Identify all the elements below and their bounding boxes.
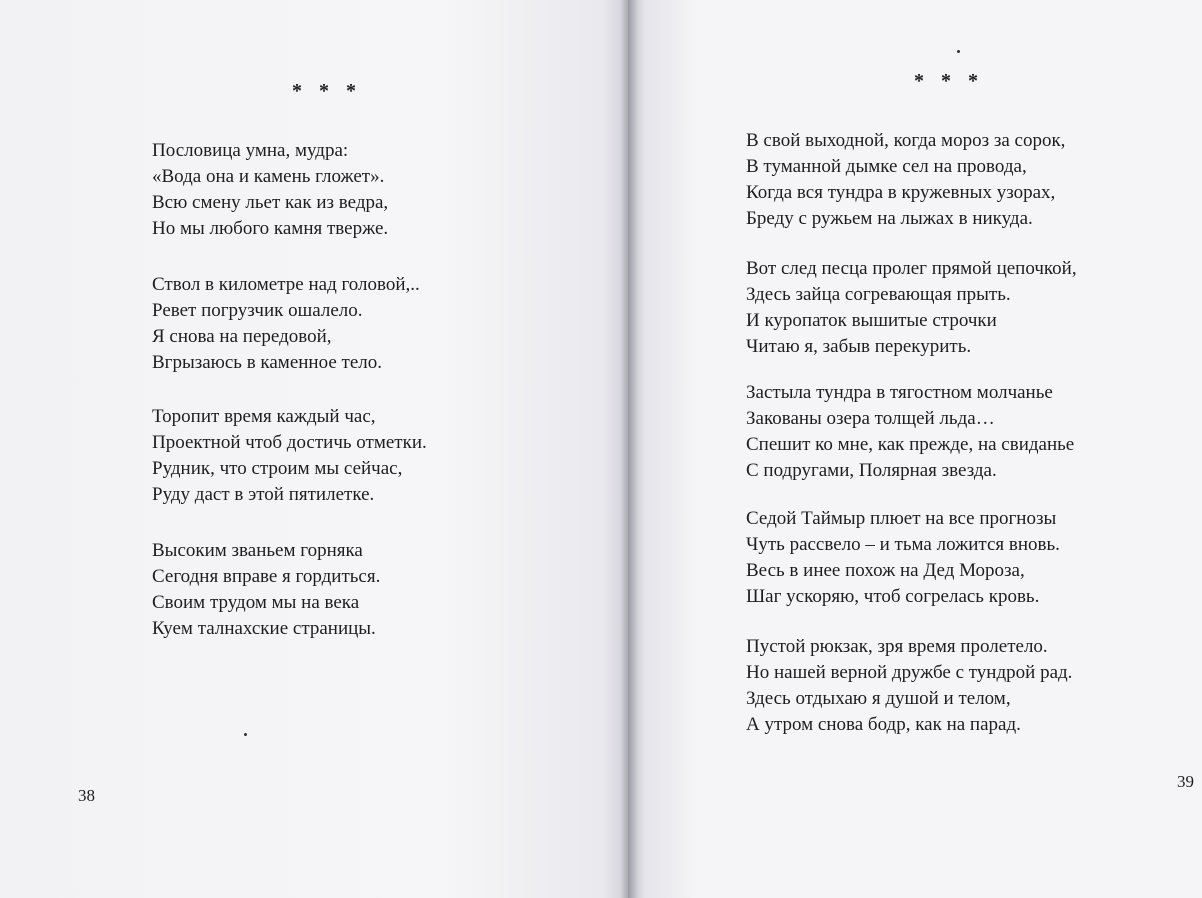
right-stanza-5 [746, 634, 1072, 738]
left-stanza-3 [152, 404, 427, 508]
poem-line: Весь в инее похож на Дед Мороза, [746, 560, 1025, 581]
poem-line: С подругами, Полярная звезда. [746, 460, 997, 481]
poem-line: Застыла тундра в тягостном молчанье [746, 382, 1053, 403]
poem-line: Но нашей верной дружбе с тундрой рад. [746, 662, 1073, 683]
poem-line: Вот след песца пролег прямой цепочкой, [746, 258, 1077, 279]
poem-line: Шаг ускоряю, чтоб согрелась кровь. [746, 586, 1040, 607]
poem-line: Ревет погрузчик ошалело. [152, 300, 363, 321]
speck [957, 50, 960, 53]
right-stanza-1 [746, 128, 1065, 232]
poem-line: В свой выходной, когда мороз за сорок, [746, 130, 1066, 151]
poem-line: Сегодня вправе я гордиться. [152, 566, 381, 587]
poem-line: Вгрызаюсь в каменное тело. [152, 352, 382, 373]
left-stanza-4 [152, 538, 380, 642]
right-stanza-2 [746, 256, 1077, 360]
poem-line: Закованы озера толщей льда… [746, 408, 995, 429]
poem-line: Читаю я, забыв перекурить. [746, 336, 972, 357]
poem-line: Ствол в километре над головой,.. [152, 274, 420, 295]
right-stanza-4 [746, 506, 1060, 610]
left-stanza-1 [152, 138, 388, 242]
speck [244, 733, 247, 736]
left-page-number: 38 [78, 786, 95, 805]
right-stanza-3 [746, 380, 1074, 484]
poem-line: Но мы любого камня тверже. [152, 218, 389, 239]
poem-line: Своим трудом мы на века [152, 592, 360, 613]
poem-line: Здесь отдыхаю я душой и телом, [746, 688, 1011, 709]
poem-line: Торопит время каждый час, [152, 406, 376, 427]
poem-line: Пословица умна, мудра: [152, 140, 349, 161]
poem-line: Пустой рюкзак, зря время пролетело. [746, 636, 1048, 657]
poem-line: Седой Таймыр плюет на все прогнозы [746, 508, 1057, 529]
poem-line: Когда вся тундра в кружевных узорах, [746, 182, 1056, 203]
poem-line: Высоким званьем горняка [152, 540, 363, 561]
poem-line: Бреду с ружьем на лыжах в никуда. [746, 208, 1033, 229]
poem-line: Руду даст в этой пятилетке. [152, 484, 375, 505]
poem-line: И куропаток вышитые строчки [746, 310, 997, 331]
poem-line: Здесь зайца согревающая прыть. [746, 284, 1011, 305]
right-page-number: 39 [1177, 772, 1194, 791]
left-stanza-2 [152, 272, 420, 376]
poem-line: «Вода она и камень гложет». [152, 166, 385, 187]
poem-line: Я снова на передовой, [152, 326, 332, 347]
poem-line: Всю смену льет как из ведра, [152, 192, 389, 213]
poem-line: Куем талнахские страницы. [152, 618, 376, 639]
poem-line: Проектной чтоб достичь отметки. [152, 432, 427, 453]
right-ornament: * * * [914, 70, 984, 92]
poem-line: Чуть рассвело – и тьма ложится вновь. [746, 534, 1060, 555]
poem-line: А утром снова бодр, как на парад. [746, 714, 1021, 735]
poem-line: В туманной дымке сел на провода, [746, 156, 1027, 177]
poem-line: Спешит ко мне, как прежде, на свиданье [746, 434, 1075, 455]
book-gutter [620, 0, 638, 898]
left-ornament: * * * [292, 80, 362, 102]
poem-line: Рудник, что строим мы сейчас, [152, 458, 403, 479]
right-page [628, 0, 1202, 898]
